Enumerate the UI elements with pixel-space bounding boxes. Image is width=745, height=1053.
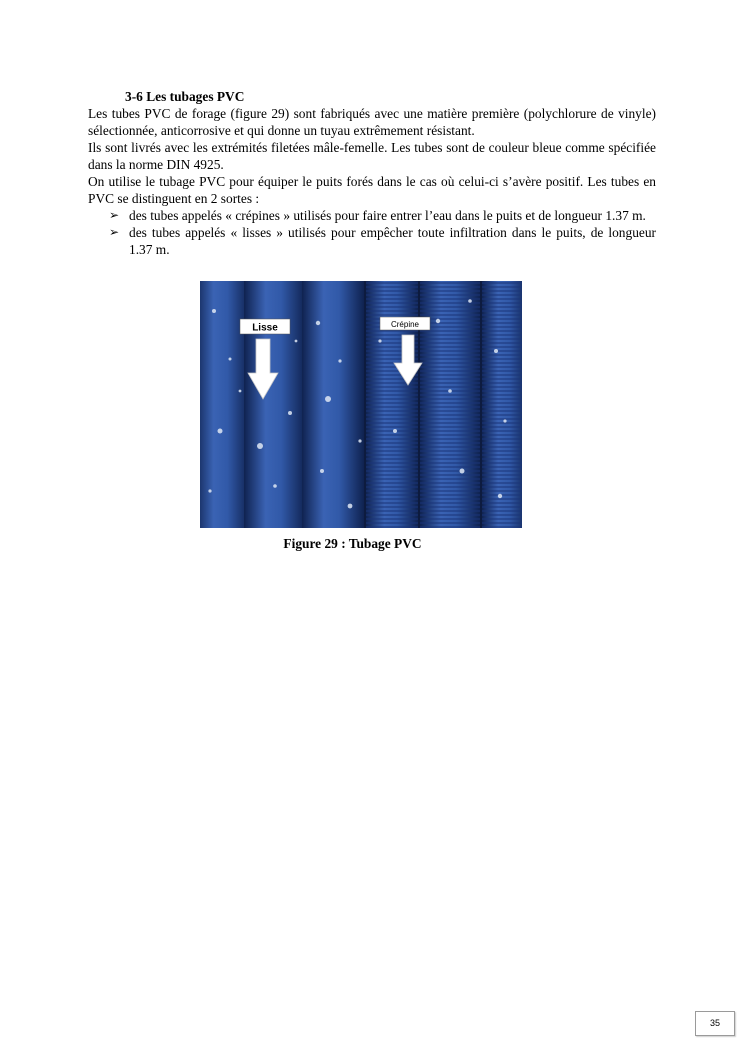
pipe-lisse	[244, 281, 306, 528]
list-item	[88, 224, 656, 258]
document-body	[88, 88, 656, 258]
label-crepine: Crépine	[390, 320, 420, 329]
figure-pvc-pipes	[200, 281, 522, 528]
paragraph-3: On utilise le tubage PVC pour équiper le puits forés dans le cas où celui-ci s’avère positif. Les tubes en PVC se distinguent en 2 sortes :	[88, 174, 656, 206]
bullet-text-lisses: des tubes appelés « lisses » utilisés pour empêcher toute infiltration dans le puits, de longueur 1.37 m.	[129, 225, 656, 257]
section-heading: 3-6 Les tubages PVC	[125, 89, 245, 104]
bullet-list	[88, 207, 656, 258]
figure-caption: Figure 29 : Tubage PVC	[283, 536, 422, 551]
label-lisse: Lisse	[252, 322, 278, 334]
pipes-photo	[200, 281, 522, 528]
bullet-text-crepines: des tubes appelés « crépines » utilisés pour faire entrer l’eau dans le puits et de longueur 1.37 m.	[129, 208, 646, 223]
pipe-lisse-center	[302, 281, 364, 528]
page-number: 35	[695, 1011, 735, 1036]
pipe-far-right-slots	[482, 281, 522, 528]
arrow-bullet-icon: ➢	[109, 225, 120, 239]
paragraph-1: Les tubes PVC de forage (figure 29) sont fabriqués avec une matière première (polychlorure de vinyle) sélectionnée, anticorrosive et qui donne un tuyau extrêmement résistant.	[88, 106, 656, 138]
list-item	[88, 207, 656, 224]
arrow-bullet-icon: ➢	[109, 208, 120, 222]
pipe-lisse-left	[200, 281, 250, 528]
paragraph-2: Ils sont livrés avec les extrémités filetées mâle-femelle. Les tubes sont de couleur bleue comme spécifiée dans la norme DIN 4925.	[88, 140, 656, 172]
